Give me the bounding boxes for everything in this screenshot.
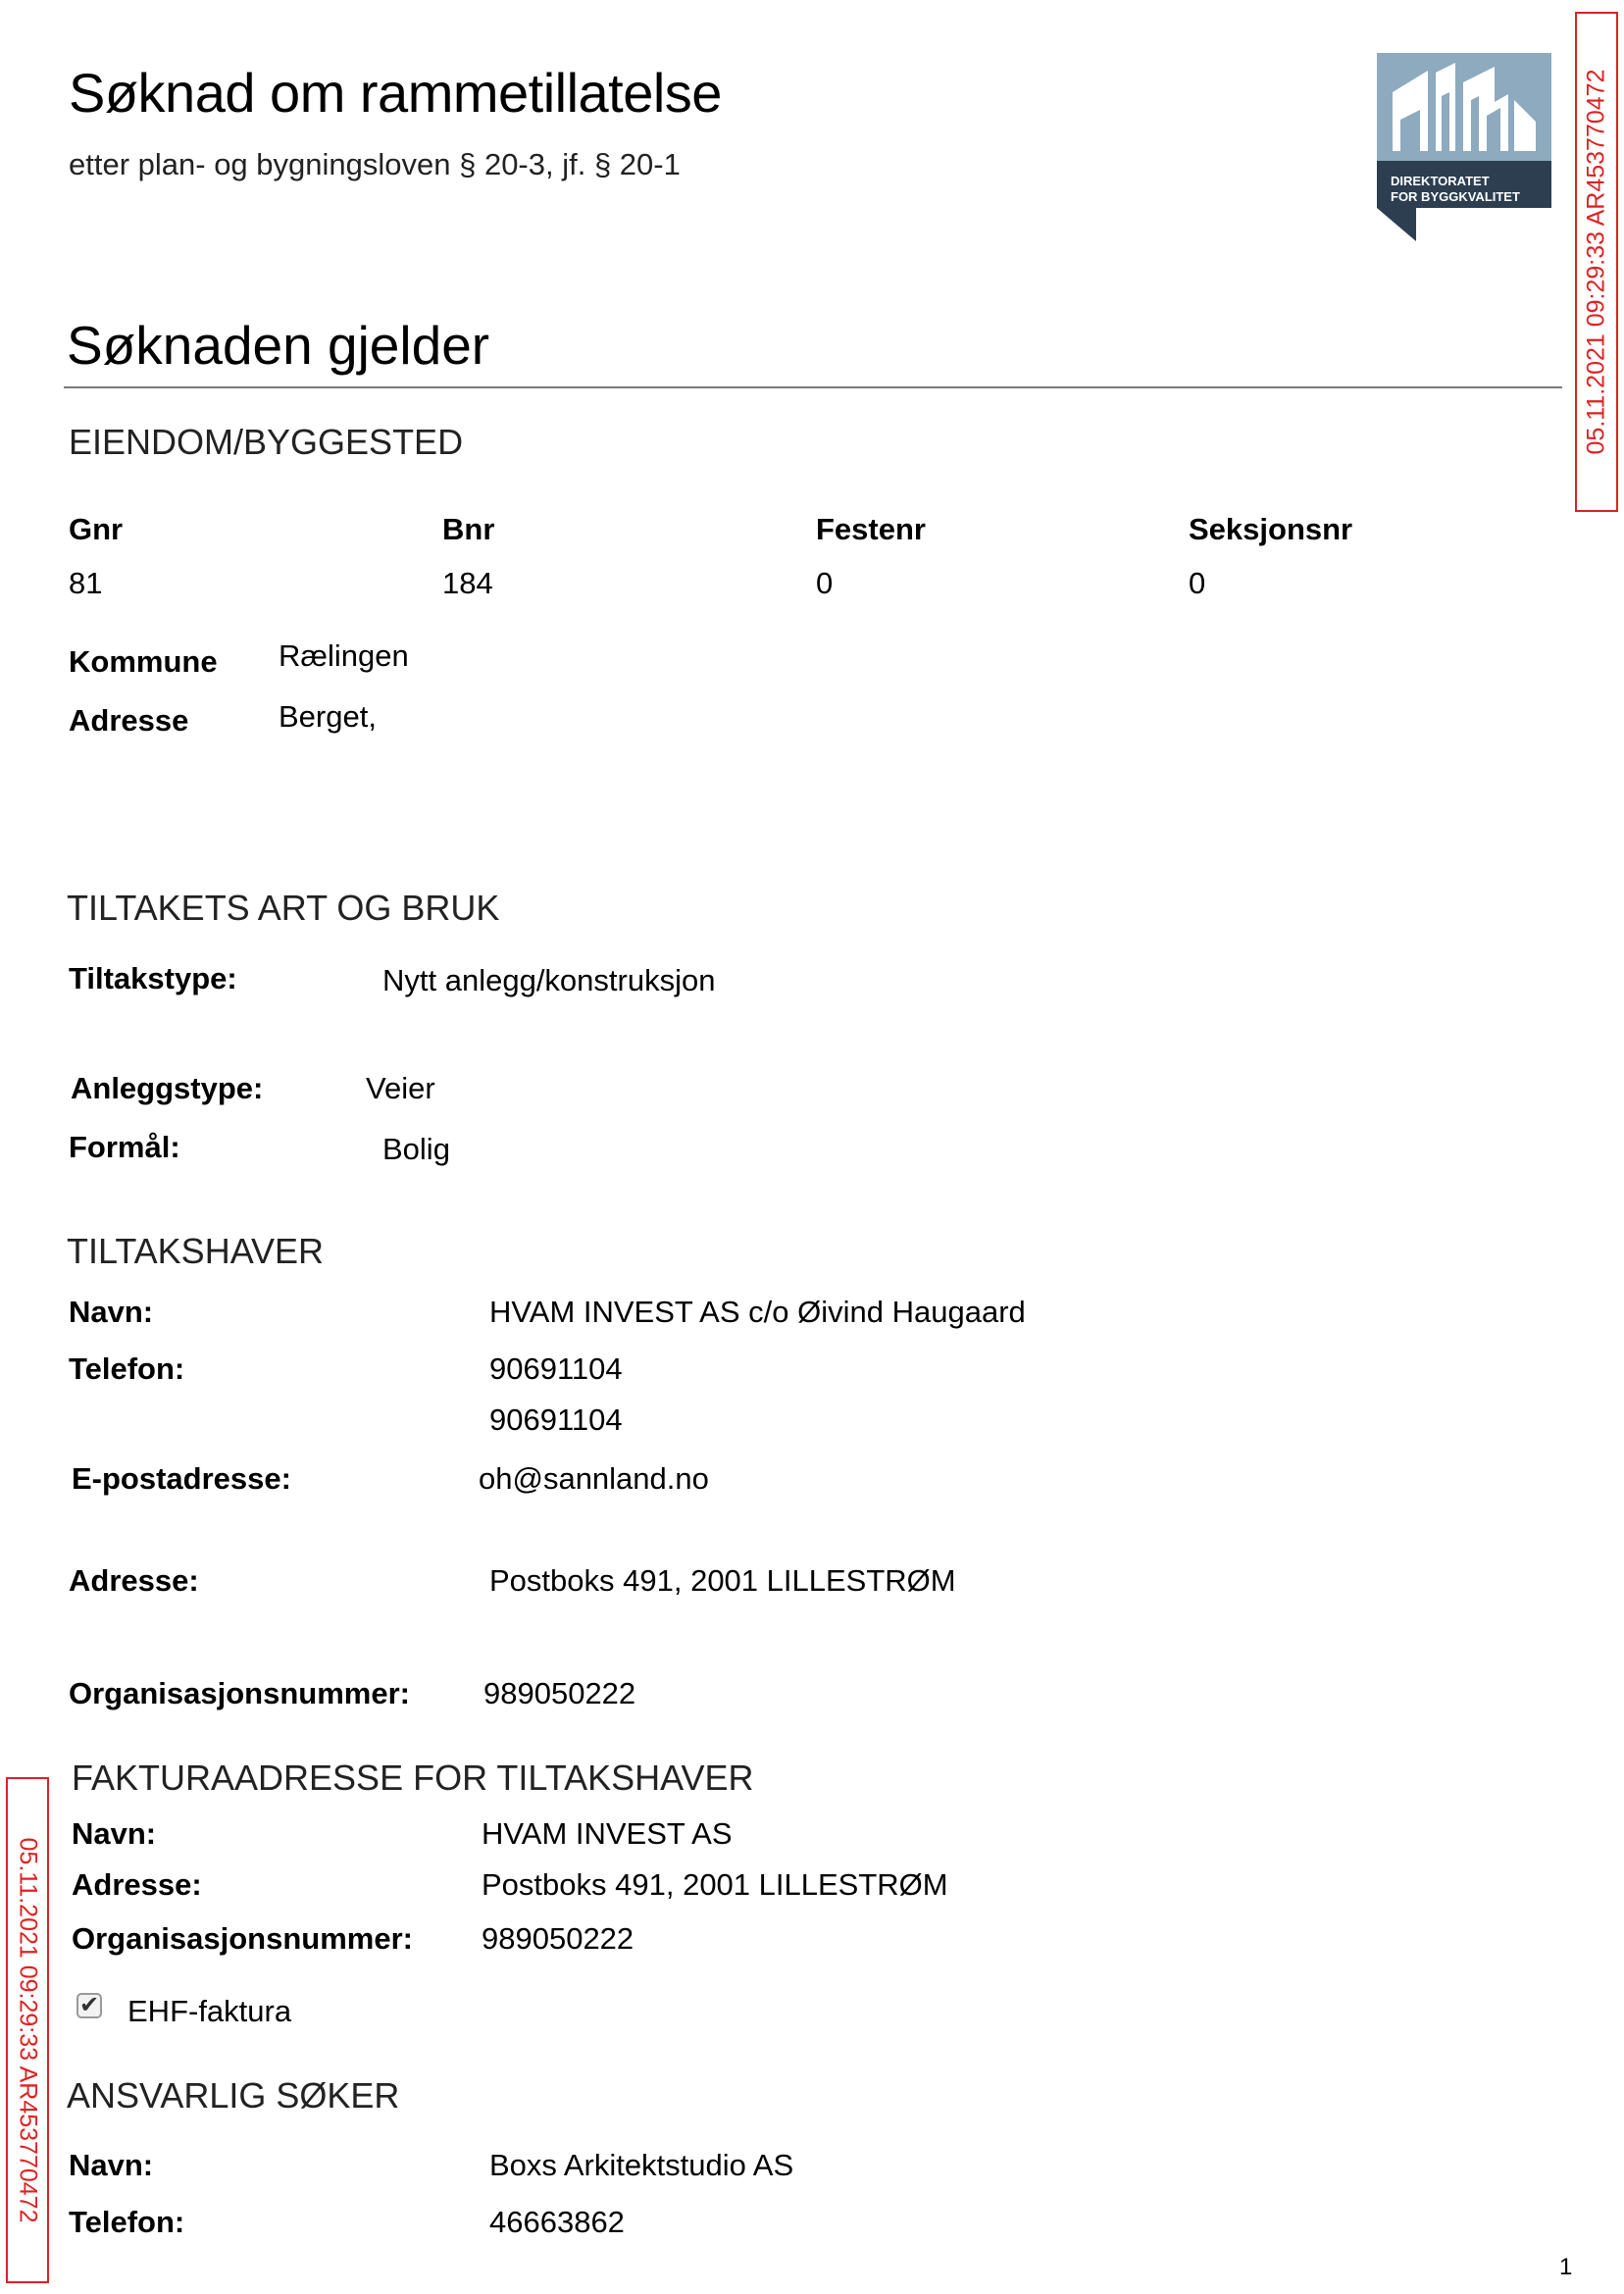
tiltakshaver-telefon-value-1: 90691104 <box>489 1351 623 1386</box>
tiltakshaver-navn-value: HVAM INVEST AS c/o Øivind Haugaard <box>489 1295 1026 1329</box>
faktura-orgnr-value: 989050222 <box>482 1921 634 1956</box>
ansvarlig-navn-label: Navn: <box>69 2148 154 2182</box>
faktura-orgnr-label: Organisasjonsnummer: <box>72 1921 413 1956</box>
tiltakshaver-navn-label: Navn: <box>69 1295 154 1329</box>
kommune-label: Kommune <box>69 644 218 679</box>
bnr-value: 184 <box>442 566 493 600</box>
faktura-navn-value: HVAM INVEST AS <box>482 1816 733 1851</box>
heading-divider <box>64 386 1562 388</box>
kommune-value: Rælingen <box>279 638 409 673</box>
logo-text-line2: FOR BYGGKVALITET <box>1391 189 1520 204</box>
faktura-navn-label: Navn: <box>72 1816 157 1851</box>
bnr-label: Bnr <box>442 512 495 546</box>
seksjonsnr-label: Seksjonsnr <box>1189 512 1353 546</box>
logo-text-line1: DIREKTORATET <box>1391 174 1490 188</box>
faktura-adresse-value: Postboks 491, 2001 LILLESTRØM <box>482 1867 948 1902</box>
tiltakshaver-orgnr-value: 989050222 <box>483 1676 636 1710</box>
section-heading-faktura: FAKTURAADRESSE FOR TILTAKSHAVER <box>72 1758 754 1798</box>
gnr-label: Gnr <box>69 512 124 546</box>
tiltakshaver-adresse-label: Adresse: <box>69 1563 199 1598</box>
seksjonsnr-value: 0 <box>1189 566 1206 600</box>
document-subtitle: etter plan- og bygningsloven § 20-3, jf. § 20-1 <box>69 147 681 181</box>
tiltakshaver-epost-value: oh@sannland.no <box>479 1461 709 1496</box>
tiltakshaver-epost-label: E-postadresse: <box>72 1461 291 1496</box>
tiltakshaver-adresse-value: Postboks 491, 2001 LILLESTRØM <box>489 1563 956 1598</box>
tiltakshaver-telefon-label: Telefon: <box>69 1351 185 1386</box>
stamp-text: 05.11.2021 09:29:33 AR453770472 <box>14 1837 42 2223</box>
ehf-faktura-checkbox[interactable]: ✔ <box>76 1993 102 2018</box>
page-number: 1 <box>1559 2254 1573 2280</box>
gnr-value: 81 <box>69 566 103 600</box>
main-heading: Søknaden gjelder <box>67 315 490 376</box>
document-title: Søknad om rammetillatelse <box>69 62 722 124</box>
tiltakshaver-orgnr-label: Organisasjonsnummer: <box>69 1676 410 1710</box>
tiltakstype-value: Nytt anlegg/konstruksjon <box>382 963 716 997</box>
dibk-logo-graphic <box>1377 53 1551 241</box>
section-heading-eiendom: EIENDOM/BYGGESTED <box>69 422 464 462</box>
formal-value: Bolig <box>382 1132 450 1166</box>
ansvarlig-telefon-value: 46663862 <box>489 2205 625 2239</box>
section-heading-tiltak: TILTAKETS ART OG BRUK <box>67 888 500 928</box>
adresse-value: Berget, <box>279 699 377 734</box>
timestamp-stamp-left <box>6 1777 49 2283</box>
ansvarlig-navn-value: Boxs Arkitektstudio AS <box>489 2148 794 2182</box>
timestamp-stamp-right <box>1575 12 1618 512</box>
anleggstype-label: Anleggstype: <box>71 1071 264 1105</box>
festenr-value: 0 <box>816 566 834 600</box>
faktura-adresse-label: Adresse: <box>72 1867 202 1902</box>
dibk-logo <box>1377 53 1551 241</box>
ehf-faktura-label: EHF-faktura <box>127 1994 292 2028</box>
section-heading-tiltakshaver: TILTAKSHAVER <box>67 1231 325 1271</box>
formal-label: Formål: <box>69 1130 180 1164</box>
anleggstype-value: Veier <box>366 1071 435 1105</box>
tiltakstype-label: Tiltakstype: <box>69 961 237 995</box>
tiltakshaver-telefon-value-2: 90691104 <box>489 1402 623 1437</box>
section-heading-ansvarlig: ANSVARLIG SØKER <box>67 2075 400 2116</box>
adresse-label: Adresse <box>69 703 189 738</box>
stamp-text: 05.11.2021 09:29:33 AR453770472 <box>1582 69 1610 455</box>
festenr-label: Festenr <box>816 512 926 546</box>
ansvarlig-telefon-label: Telefon: <box>69 2205 185 2239</box>
